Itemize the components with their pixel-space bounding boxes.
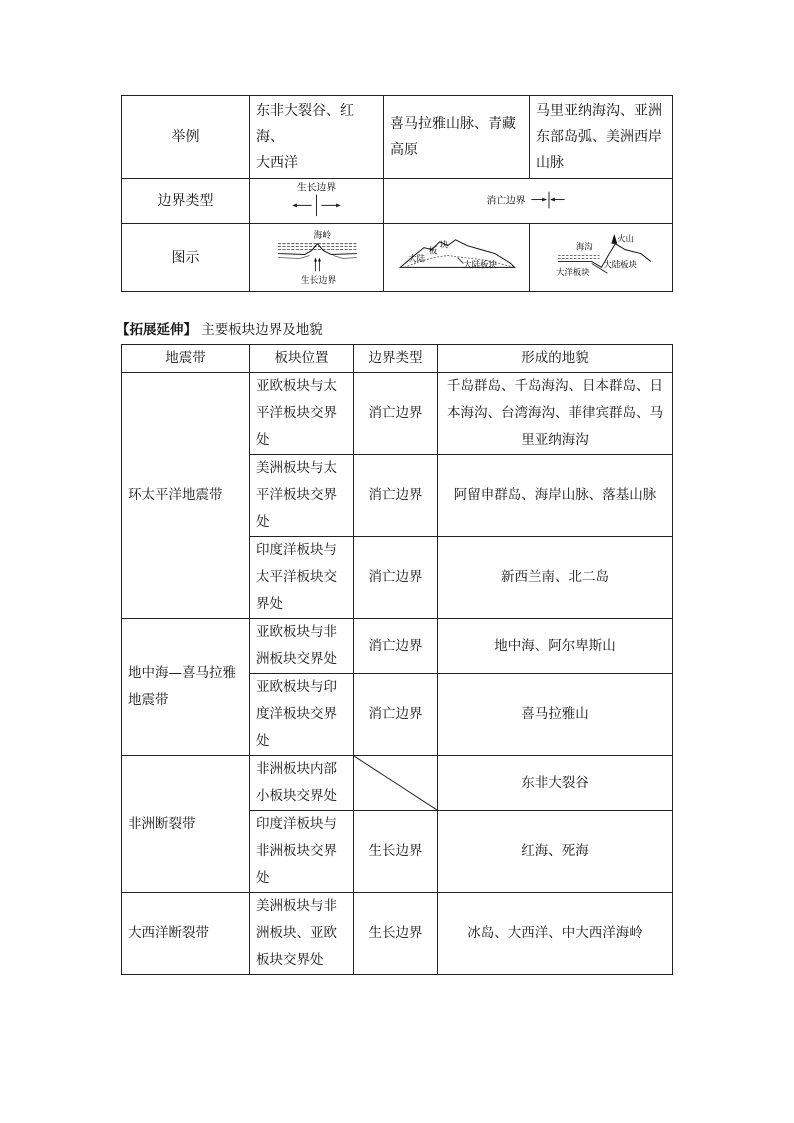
boundary-comparison-table xyxy=(121,95,673,292)
zone-african-rift: 非洲断裂带 xyxy=(122,756,250,893)
volcano-label: 火山 xyxy=(617,233,634,244)
boundary-type-empty xyxy=(354,756,438,811)
boundary-type: 消亡边界 xyxy=(354,373,438,455)
table-row xyxy=(122,893,673,975)
ocean-plate-label: 大洋板块 xyxy=(556,267,590,278)
plate-position: 非洲板块内部 小板块交界处 xyxy=(250,756,354,811)
table-header-row xyxy=(122,345,673,373)
growth-boundary-icon xyxy=(250,179,383,223)
boundary-type-row xyxy=(122,179,673,224)
plate-boundary-landforms-table xyxy=(121,344,673,975)
plate-position: 印度洋板块与 非洲板块交界 处 xyxy=(250,811,354,893)
subduction-boundary-symbol xyxy=(384,179,673,224)
landforms: 冰岛、大西洋、中大西洋海岭 xyxy=(438,893,673,975)
examples-row xyxy=(122,96,673,179)
landforms: 阿留申群岛、海岸山脉、落基山脉 xyxy=(438,455,673,537)
extension-tag: 【拓展延伸】 xyxy=(116,322,197,338)
ridge-diagram xyxy=(250,224,384,292)
header-landforms: 形成的地貌 xyxy=(438,345,673,373)
plate-position: 美洲板块与太 平洋板块交界 处 xyxy=(250,455,354,537)
plate-position: 美洲板块与非 洲板块、亚欧 板块交界处 xyxy=(250,893,354,975)
table-row xyxy=(122,373,673,455)
subduction-boundary-label: 消亡边界 xyxy=(486,195,526,207)
header-seismic-zone: 地震带 xyxy=(122,345,250,373)
landforms: 红海、死海 xyxy=(438,811,673,893)
boundary-type: 生长边界 xyxy=(354,811,438,893)
diagram-header: 图示 xyxy=(122,224,250,292)
boundary-type: 消亡边界 xyxy=(354,537,438,619)
growth-boundary-label: 生长边界 xyxy=(296,182,337,194)
subduction-boundary-icon xyxy=(384,179,672,223)
collision-right-label: 大陆板块 xyxy=(463,259,497,270)
landforms: 东非大裂谷 xyxy=(438,756,673,811)
boundary-type: 消亡边界 xyxy=(354,619,438,674)
collision-mid-label-1: 板 xyxy=(428,245,438,256)
examples-header: 举例 xyxy=(122,96,250,179)
ridge-label: 海岭 xyxy=(313,230,332,241)
diagonal-slash xyxy=(354,756,437,810)
boundary-type: 消亡边界 xyxy=(354,674,438,756)
examples-collision: 喜马拉雅山脉、青藏 高原 xyxy=(384,96,530,179)
land-plate-label: 大陆板块 xyxy=(603,259,637,270)
trench-label: 海沟 xyxy=(575,241,593,252)
table-row xyxy=(122,756,673,811)
examples-subduction: 马里亚纳海沟、亚洲 东部岛弧、美洲西岸 山脉 xyxy=(530,96,673,179)
landforms: 喜马拉雅山 xyxy=(438,674,673,756)
collision-mid-label-2: 块 xyxy=(439,239,449,250)
collision-diagram xyxy=(384,224,530,292)
ocean-ridge-illustration xyxy=(250,224,383,291)
diagram-row xyxy=(122,224,673,292)
table-row xyxy=(122,619,673,674)
zone-circum-pacific: 环太平洋地震带 xyxy=(122,373,250,619)
examples-divergent: 东非大裂谷、红海、 大西洋 xyxy=(250,96,384,179)
continental-collision-illustration xyxy=(384,224,529,291)
extension-title: 主要板块边界及地貌 xyxy=(201,322,323,338)
landforms: 地中海、阿尔卑斯山 xyxy=(438,619,673,674)
boundary-type: 生长边界 xyxy=(354,893,438,975)
plate-position: 亚欧板块与非 洲板块交界处 xyxy=(250,619,354,674)
boundary-type-header: 边界类型 xyxy=(122,179,250,224)
subduction-illustration xyxy=(530,224,672,291)
boundary-type: 消亡边界 xyxy=(354,455,438,537)
zone-atlantic-rift: 大西洋断裂带 xyxy=(122,893,250,975)
header-plate-position: 板块位置 xyxy=(250,345,354,373)
header-boundary-type: 边界类型 xyxy=(354,345,438,373)
growth-boundary-symbol xyxy=(250,179,384,224)
zone-mediterranean-himalayan: 地中海—喜马拉雅 地震带 xyxy=(122,619,250,756)
ridge-growth-label: 生长边界 xyxy=(300,276,337,287)
landforms: 新西兰南、北二岛 xyxy=(438,537,673,619)
plate-position: 亚欧板块与印 度洋板块交界 处 xyxy=(250,674,354,756)
landforms: 千岛群岛、千岛海沟、日本群岛、日 本海沟、台湾海沟、菲律宾群岛、马 里亚纳海沟 xyxy=(438,373,673,455)
plate-position: 亚欧板块与太 平洋板块交界 处 xyxy=(250,373,354,455)
plate-position: 印度洋板块与 太平洋板块交 界处 xyxy=(250,537,354,619)
subduction-diagram xyxy=(530,224,673,292)
extension-section-heading xyxy=(116,318,323,338)
collision-left-label: 大陆 xyxy=(408,253,425,264)
